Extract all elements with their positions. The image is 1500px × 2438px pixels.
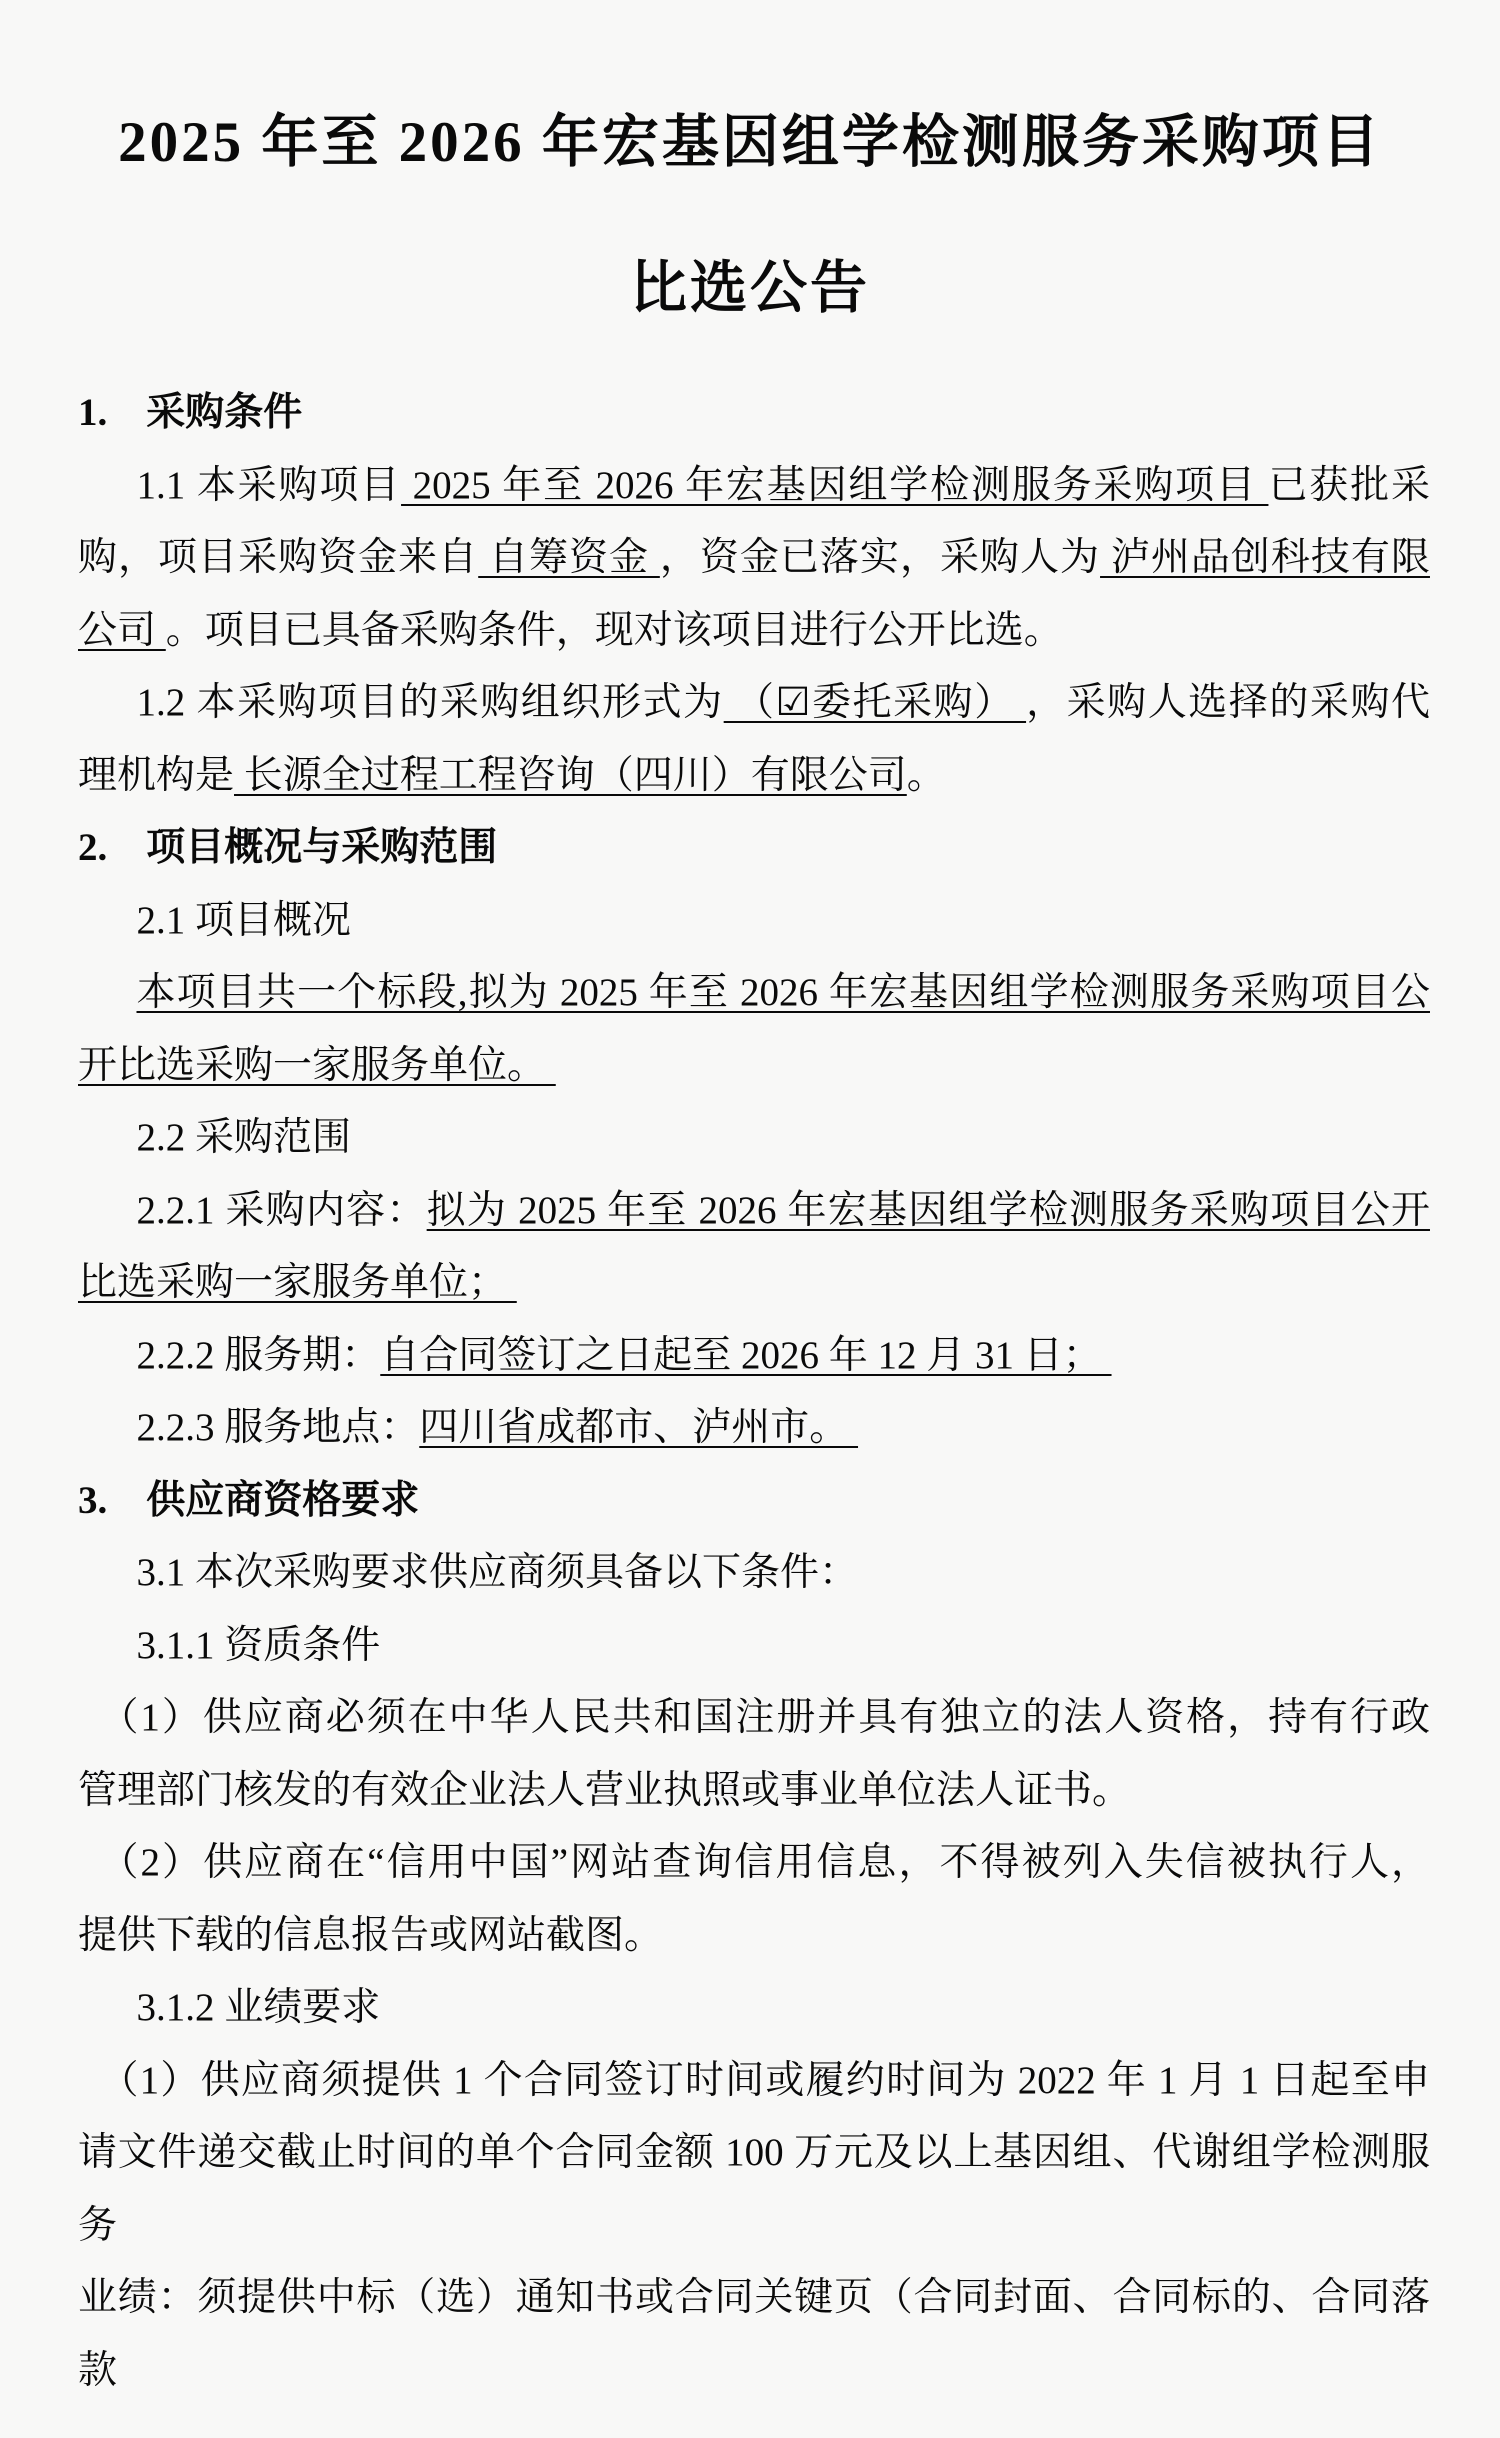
para-3-1-1-title	[78, 1610, 1430, 1683]
text-segment: ，采购人选择的采购代	[1026, 681, 1430, 724]
underlined-purchaser-name: 泸州品创科技有限	[1100, 536, 1430, 579]
para-2-2-3-service-location	[78, 1392, 1430, 1465]
para-1-2-line2	[78, 740, 1430, 813]
text-segment: 1.2 本采购项目的采购组织形式为	[136, 681, 724, 724]
para-2-2-1-line1	[78, 1175, 1430, 1248]
para-2-1-body-line2	[78, 1030, 1430, 1103]
para-3-1-1-item2-line2	[78, 1900, 1430, 1973]
underlined-service-location: 四川省成都市、泸州市。	[419, 1406, 859, 1449]
para-2-1-body-line1	[78, 957, 1430, 1030]
para-1-2-line1	[78, 667, 1430, 740]
para-3-1-1-item1-line1	[78, 1682, 1430, 1755]
underlined-overview-text-cont: 开比选采购一家服务单位。	[78, 1043, 556, 1087]
text-segment: 2.2.1 采购内容：	[136, 1188, 427, 1232]
para-2-2-1-line2	[78, 1247, 1430, 1320]
underlined-overview-text: 本项目共一个标段,拟为 2025 年至 2026 年宏基因组学检测服务采购项目公	[136, 971, 1430, 1014]
text-segment: ，资金已落实，采购人为	[659, 536, 1101, 579]
text-segment: 1.1 本采购项目	[136, 463, 402, 507]
text-segment: 。	[906, 753, 946, 797]
underlined-fund-source: 自筹资金	[478, 536, 660, 579]
para-3-1	[78, 1537, 1430, 1610]
underlined-procurement-content: 拟为 2025 年至 2026 年宏基因组学检测服务采购项目公开	[426, 1188, 1430, 1232]
text-segment: 管理部门核发的有效企业法人营业执照或事业单位法人证书。	[78, 1768, 1132, 1812]
text-segment: 理机构是	[78, 753, 235, 797]
underlined-procurement-content-cont: 比选采购一家服务单位；	[78, 1261, 517, 1304]
underlined-project-name: 2025 年至 2026 年宏基因组学检测服务采购项目	[401, 463, 1269, 507]
section-heading-purchase-conditions	[78, 377, 1430, 450]
text-segment: （2）供应商在“信用中国”网站查询信用信息，不得被列入失信被执行人，	[99, 1841, 1430, 1884]
text-segment: 3.1.2 业绩要求	[136, 1986, 381, 2029]
document-body	[0, 377, 1500, 2407]
para-3-1-2-item1-line1	[78, 2045, 1430, 2118]
para-1-1-line2	[78, 522, 1430, 595]
para-1-1-line1	[78, 450, 1430, 523]
underlined-agency-name: 长源全过程工程咨询（四川）有限公司	[234, 753, 907, 797]
para-3-1-1-item2-line1	[78, 1827, 1430, 1900]
underlined-purchaser-name-cont: 公司	[78, 608, 166, 652]
para-2-1-title	[78, 885, 1430, 958]
text-segment: （1）供应商须提供 1 个合同签订时间或履约时间为 2022 年 1 月 1 日起至申	[99, 2058, 1430, 2102]
document-subtitle: 比选公告	[630, 257, 870, 320]
section-heading-supplier-qualification	[78, 1465, 1430, 1538]
text-segment: 2.2.3 服务地点：	[136, 1406, 420, 1449]
para-3-1-2-item1-line3	[78, 2262, 1430, 2407]
underlined-service-period: 自合同签订之日起至 2026 年 12 月 31 日；	[380, 1333, 1112, 1377]
section-heading-project-overview	[78, 812, 1430, 885]
heading-text: 3. 供应商资格要求	[78, 1478, 420, 1522]
text-segment: 3.1.1 资质条件	[136, 1623, 381, 1667]
para-3-1-2-title	[78, 1972, 1430, 2045]
document-title: 2025 年至 2026 年宏基因组学检测服务采购项目	[118, 111, 1382, 174]
heading-text: 2. 项目概况与采购范围	[78, 826, 498, 869]
text-segment: 提供下载的信息报告或网站截图。	[78, 1913, 664, 1957]
para-2-2-2-service-period	[78, 1320, 1430, 1393]
para-2-2-title	[78, 1102, 1430, 1175]
underlined-entrusted-procurement-checkbox: （☑委托采购）	[723, 681, 1027, 724]
text-segment: 已获批采	[1268, 463, 1430, 507]
text-segment: 2.1 项目概况	[136, 898, 352, 942]
text-segment: 业绩：须提供中标（选）通知书或合同关键页（合同封面、合同标的、合同落款	[78, 2276, 1430, 2392]
text-segment: 。项目已具备采购条件，现对该项目进行公开比选。	[165, 608, 1063, 652]
text-segment: 请文件递交截止时间的单个合同金额 100 万元及以上基因组、代谢组学检测服务	[78, 2131, 1430, 2247]
text-segment: （1）供应商必须在中华人民共和国注册并具有独立的法人资格，持有行政	[99, 1696, 1430, 1739]
para-1-1-line3	[78, 595, 1430, 668]
text-segment: 3.1 本次采购要求供应商须具备以下条件：	[136, 1551, 859, 1594]
heading-text: 1. 采购条件	[78, 391, 303, 434]
text-segment: 购，项目采购资金来自	[78, 536, 479, 579]
para-3-1-2-item1-line2	[78, 2117, 1430, 2262]
para-3-1-1-item1-line2	[78, 1755, 1430, 1828]
text-segment: 2.2 采购范围	[136, 1116, 352, 1159]
text-segment: 2.2.2 服务期：	[136, 1333, 381, 1377]
